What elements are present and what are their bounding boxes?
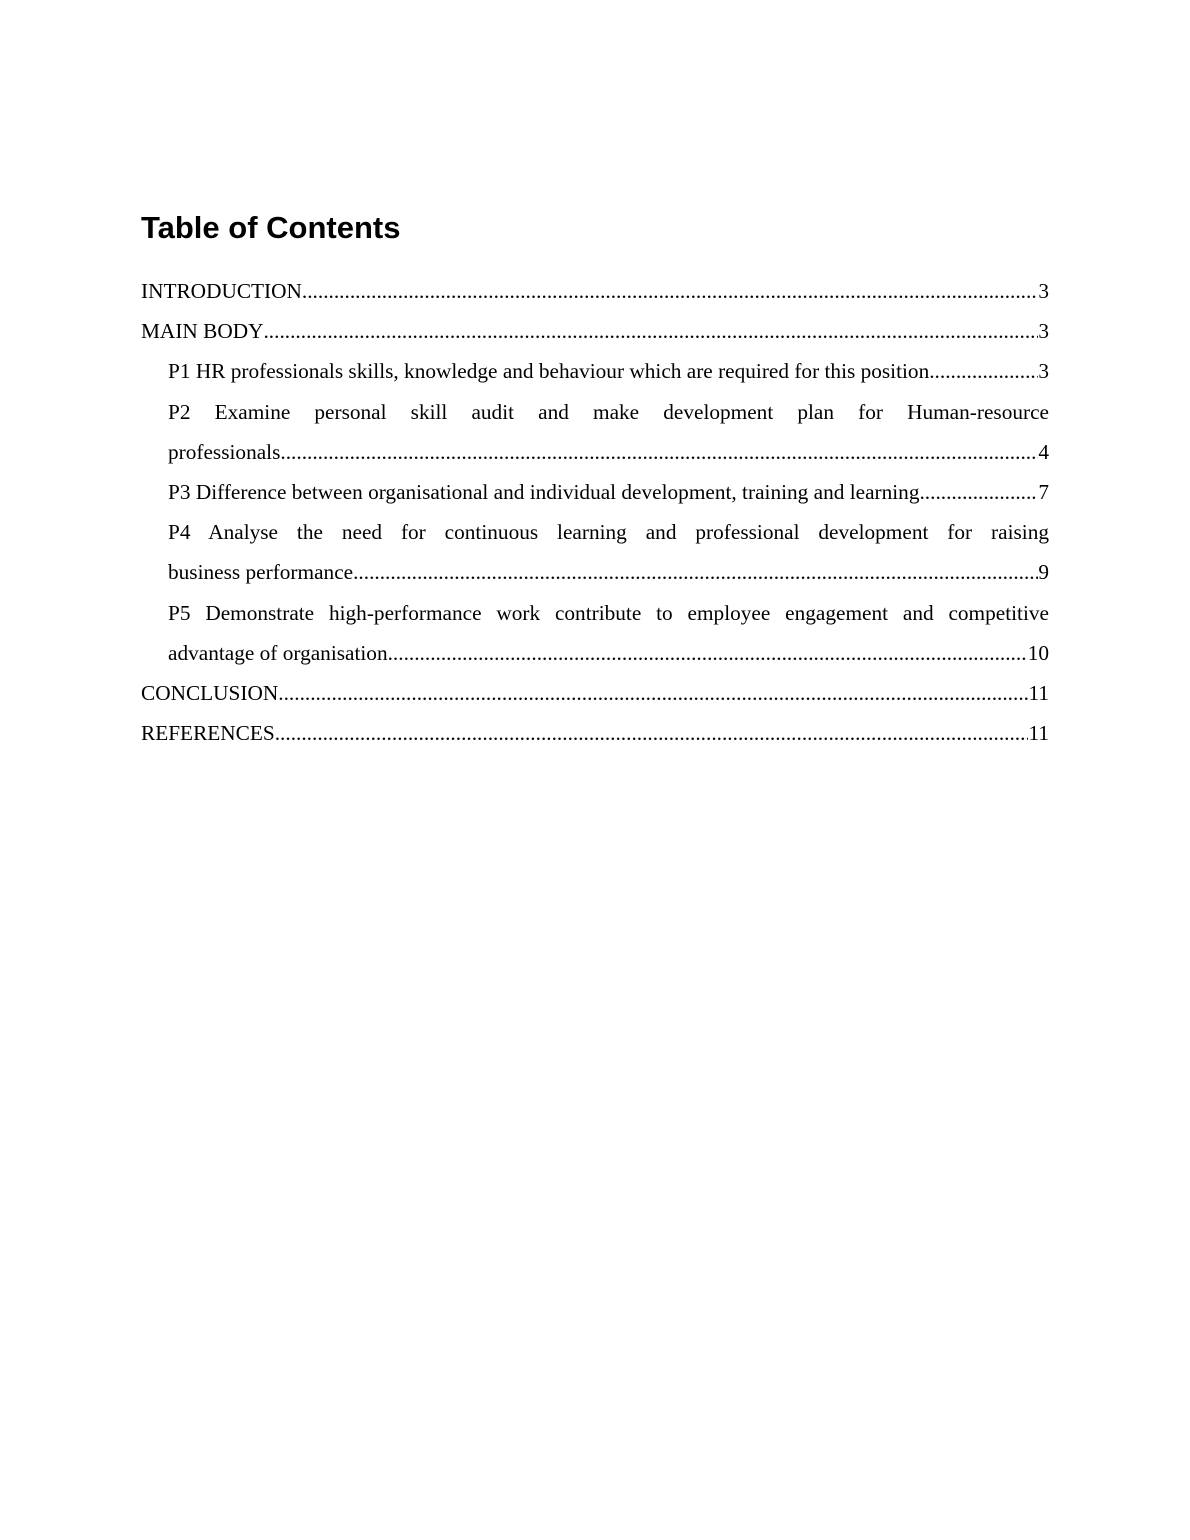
toc-entry-text: business performance: [168, 560, 354, 585]
toc-entry-text-line-1: P5 Demonstrate high-performance work contribute to employee engagement and competitive: [168, 600, 1049, 625]
toc-page-number: 11: [1028, 721, 1049, 746]
toc-entry-p5[interactable]: [141, 593, 1049, 673]
dot-leader: [353, 552, 1038, 592]
toc-entry-text: professionals: [168, 439, 281, 464]
toc-entry-text-line-1: P4 Analyse the need for continuous learning and professional development for raising: [168, 520, 1049, 545]
toc-entry-p4[interactable]: [141, 512, 1049, 592]
toc-entry-text: INTRODUCTION: [141, 279, 302, 303]
dot-leader: [280, 432, 1038, 472]
toc-entry-p2[interactable]: [141, 392, 1049, 472]
toc-entry-text-line-1: P2 Examine personal skill audit and make development plan for Human-resource: [168, 399, 1049, 424]
dot-leader: [388, 633, 1028, 673]
toc-entry-text: P3 Difference between organisational and individual development, training and learning: [168, 480, 920, 505]
toc-entry-p1[interactable]: [141, 351, 1049, 391]
dot-leader: [919, 472, 1038, 512]
toc-entry-text: advantage of organisation: [168, 640, 388, 665]
table-of-contents: [141, 271, 1049, 753]
toc-entry-conclusion[interactable]: [141, 673, 1049, 713]
toc-page-number: 11: [1028, 681, 1049, 706]
toc-page-number: 7: [1038, 480, 1049, 505]
toc-entry-text: MAIN BODY: [141, 319, 264, 344]
toc-entry-references[interactable]: [141, 713, 1049, 753]
toc-page-number: 3: [1038, 359, 1049, 384]
toc-title: Table of Contents: [141, 210, 401, 245]
toc-entry-text: REFERENCES: [141, 721, 275, 746]
toc-entry-main-body[interactable]: [141, 311, 1049, 351]
toc-page-number: 9: [1038, 560, 1049, 585]
toc-entry-introduction[interactable]: [141, 271, 1049, 311]
toc-page-number: 3: [1038, 319, 1049, 344]
toc-page-number: 3: [1038, 279, 1049, 303]
toc-page-number: 4: [1038, 439, 1049, 464]
dot-leader: [278, 673, 1028, 713]
dot-leader: [302, 271, 1038, 311]
dot-leader: [263, 311, 1038, 351]
dot-leader: [929, 351, 1038, 391]
toc-entry-text: P1 HR professionals skills, knowledge and behaviour which are required for this position: [168, 359, 930, 384]
toc-entry-text: CONCLUSION: [141, 681, 279, 706]
toc-entry-p3[interactable]: [141, 472, 1049, 512]
dot-leader: [275, 713, 1029, 753]
toc-page-number: 10: [1027, 640, 1049, 665]
